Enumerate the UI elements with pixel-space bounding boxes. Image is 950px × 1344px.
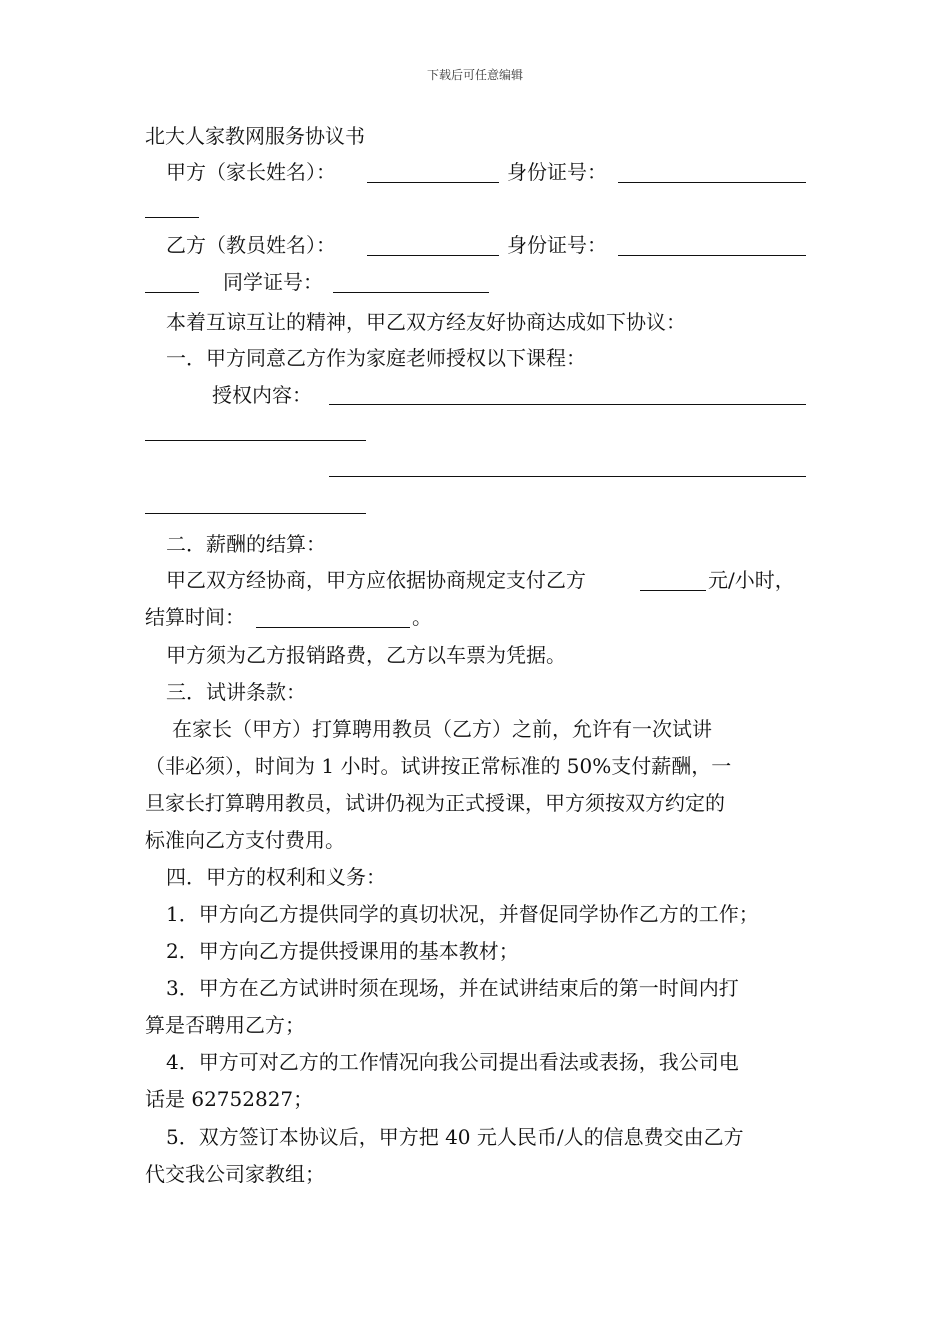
document-title: 北大人家教网服务协议书 <box>145 124 365 148</box>
fee-unit: 元/小时， <box>708 568 795 592</box>
party-b-id-blank-cont <box>145 292 199 293</box>
obligation-item-4-cont: 话是 62752827； <box>145 1087 314 1111</box>
settlement-period: 。 <box>412 605 432 629</box>
party-b-id-blank <box>618 255 806 256</box>
section2-title: 二．薪酬的结算： <box>166 532 326 556</box>
obligation-item-4: 4．甲方可对乙方的工作情况向我公司提出看法或表扬，我公司电 <box>166 1050 739 1074</box>
party-a-label: 甲方（家长姓名）： <box>166 160 336 184</box>
trial-line-4: 标准向乙方支付费用。 <box>145 828 345 852</box>
trial-line-2: （非必须），时间为 1 小时。试讲按正常标准的 50%支付薪酬，一 <box>145 754 732 778</box>
content-blank-3 <box>329 476 806 477</box>
fee-rate-blank <box>640 590 706 591</box>
trial-line-1: 在家长（甲方）打算聘用教员（乙方）之前，允许有一次试讲 <box>172 717 712 741</box>
content-blank-4 <box>145 513 366 514</box>
party-b-name-blank <box>367 255 499 256</box>
travel-text: 甲方须为乙方报销路费，乙方以车票为凭据。 <box>166 643 566 667</box>
section4-title: 四．甲方的权利和义务： <box>166 865 386 889</box>
party-a-name-blank <box>367 182 499 183</box>
content-blank-1 <box>329 404 806 405</box>
party-a-id-blank <box>618 182 806 183</box>
fee-text: 甲乙双方经协商，甲方应依据协商规定支付乙方 <box>166 568 586 592</box>
party-a-id-label: 身份证号： <box>507 160 607 184</box>
party-b-label: 乙方（教员姓名）： <box>166 233 336 257</box>
party-b-id-label: 身份证号： <box>507 233 607 257</box>
obligation-item-5: 5．双方签订本协议后，甲方把 40 元人民币/人的信息费交由乙方 <box>166 1125 744 1149</box>
obligation-item-5-cont: 代交我公司家教组； <box>145 1162 325 1186</box>
authorized-content-label: 授权内容： <box>212 383 312 407</box>
section1-title: 一．甲方同意乙方作为家庭老师授权以下课程： <box>166 346 586 370</box>
section3-title: 三．试讲条款： <box>166 680 306 704</box>
page-header: 下载后可任意编辑 <box>426 68 523 82</box>
content-blank-2 <box>145 440 366 441</box>
party-a-id-blank-cont <box>145 217 199 218</box>
student-id-blank <box>333 292 489 293</box>
settlement-blank <box>256 627 410 628</box>
settlement-label: 结算时间： <box>145 605 245 629</box>
obligation-item-2: 2．甲方向乙方提供授课用的基本教材； <box>166 939 519 963</box>
intro-text: 本着互谅互让的精神，甲乙双方经友好协商达成如下协议： <box>166 310 686 334</box>
trial-line-3: 旦家长打算聘用教员，试讲仍视为正式授课，甲方须按双方约定的 <box>145 791 725 815</box>
obligation-item-1: 1．甲方向乙方提供同学的真切状况，并督促同学协作乙方的工作； <box>166 902 759 926</box>
obligation-item-3-cont: 算是否聘用乙方； <box>145 1013 305 1037</box>
obligation-item-3: 3．甲方在乙方试讲时须在现场，并在试讲结束后的第一时间内打 <box>166 976 739 1000</box>
student-id-label: 同学证号： <box>223 270 323 294</box>
